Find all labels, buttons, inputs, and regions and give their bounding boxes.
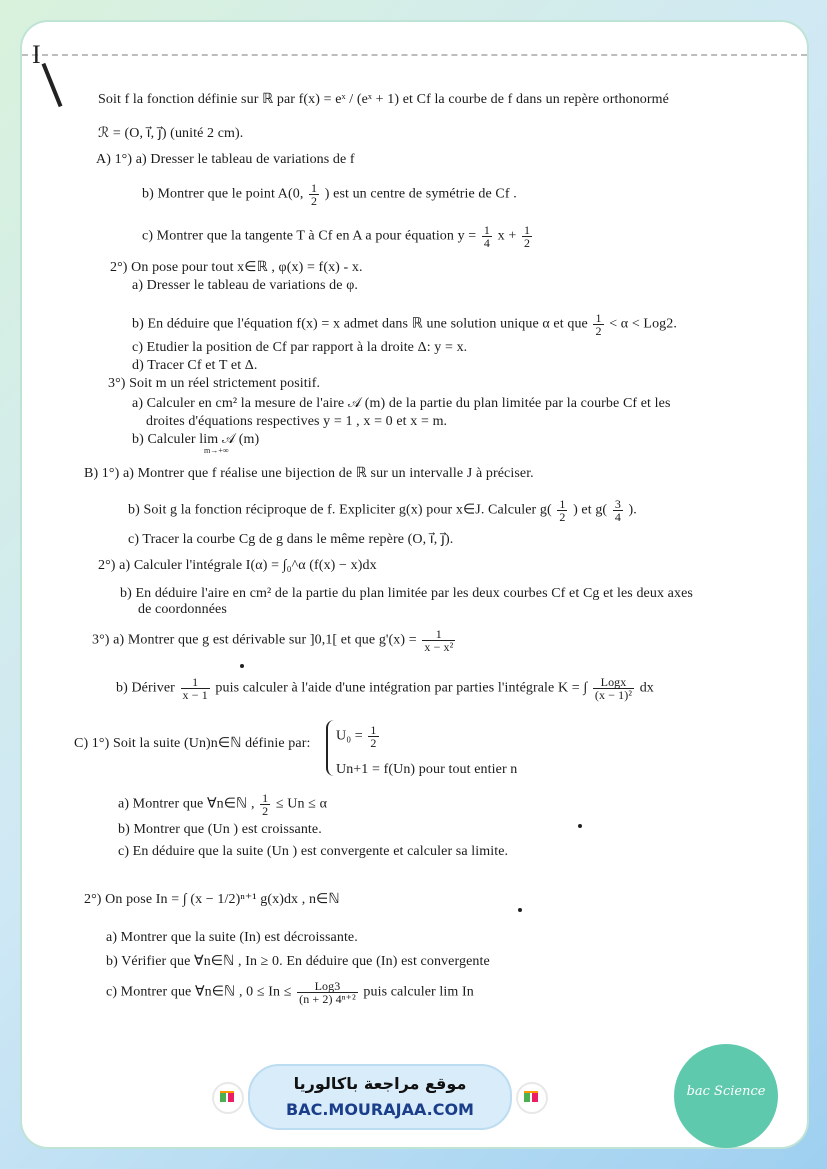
- intro-line-2: ℛ = (O, i⃗, j⃗) (unité 2 cm).: [98, 126, 244, 141]
- fraction-1-x1: $\frac{1}{x - 1}$: [182, 675, 208, 702]
- footer-arabic-title: موقع مراجعة باكالوريا: [293, 1074, 467, 1093]
- c1-line: C) 1°) Soit la suite (Un)n∈ℕ définie par:: [74, 736, 311, 751]
- c1-u0-line: U₀ = $\frac{1}{2}$: [336, 723, 377, 750]
- fraction-1-2: $\frac{1}{2}$: [311, 181, 318, 208]
- a2d-line: d) Tracer Cf et T et Δ.: [132, 358, 258, 373]
- c1b-line: b) Montrer que (Un ) est croissante.: [118, 822, 322, 837]
- fraction-1-2b: $\frac{1}{2}$: [523, 223, 531, 250]
- b1c-line: c) Tracer la courbe Cg de g dans le même repère (O, i⃗, j⃗).: [128, 532, 454, 547]
- a2b-line: b) En déduire que l'équation f(x) = x admet dans ℝ une solution unique α et que $\frac{1}{2}$ < α < Log2.: [132, 311, 677, 338]
- fraction-1-2e: $\frac{1}{2}$: [370, 723, 377, 750]
- a1a-line: A) 1°) a) Dresser le tableau de variations de f: [96, 152, 355, 167]
- fraction-1-4: $\frac{1}{4}$: [483, 223, 491, 250]
- fraction-log3: $\frac{\text{Log3}}{\text{(n + 2) 4ⁿ⁺²}}$: [299, 979, 356, 1006]
- intro-line-1: Soit f la fonction définie sur ℝ par f(x) = eˣ / (eˣ + 1) et Cf la courbe de f dans un repère orthonormé: [98, 92, 669, 107]
- c2c-line: c) Montrer que ∀n∈ℕ , 0 ≤ In ≤ $\frac{\text{Log3}}{\text{(n + 2) 4ⁿ⁺²}}$ puis calculer lim In: [106, 979, 474, 1006]
- c2b-line: b) Vérifier que ∀n∈ℕ , In ≥ 0. En déduire que (In) est convergente: [106, 954, 490, 969]
- a2-line: 2°) On pose pour tout x∈ℝ , φ(x) = f(x) - x.: [110, 260, 363, 275]
- b3a-line: 3°) a) Montrer que g est dérivable sur ]0,1[ et que g'(x) = $\frac{1}{\text{x − x²}}$: [92, 627, 454, 654]
- a2c-line: c) Etudier la position de Cf par rapport à la droite Δ: y = x.: [132, 340, 468, 355]
- badge-text: bac Science: [686, 1084, 766, 1099]
- header-mark: I: [32, 40, 41, 69]
- scan-dot: [578, 824, 582, 828]
- b2b-line-2: de coordonnées: [138, 602, 227, 617]
- fraction-1-2c: $\frac{1}{2}$: [595, 311, 602, 338]
- c2-line: 2°) On pose In = ∫ (x − 1/2)ⁿ⁺¹ g(x)dx , n∈ℕ: [84, 892, 340, 907]
- b2b-line-1: b) En déduire l'aire en cm² de la partie du plan limitée par les deux courbes Cf et Cg et les deux axes: [120, 586, 693, 601]
- a3a-line-2: droites d'équations respectives y = 1 , x = 0 et x = m.: [146, 414, 448, 429]
- footer-site-link[interactable]: BAC.MOURAJAA.COM: [286, 1100, 474, 1119]
- a3b-limit-sub: m→+∞: [204, 446, 229, 455]
- book-logo-icon: [212, 1082, 244, 1114]
- c1c-line: c) En déduire que la suite (Un ) est convergente et calculer sa limite.: [118, 844, 509, 859]
- a3a-line-1: a) Calculer en cm² la mesure de l'aire 𝒜 (m) de la partie du plan limitée par la courbe Cf et les: [132, 396, 671, 411]
- book-logo-icon: [516, 1082, 548, 1114]
- scan-dot: [518, 908, 522, 912]
- fraction-logx: $\frac{\text{Logx}}{\text{(x − 1)²}}$: [594, 675, 633, 702]
- document-sheet: [22, 22, 807, 1147]
- fraction-1-2d: $\frac{1}{2}$: [559, 497, 566, 524]
- scan-edge-top: [22, 40, 807, 56]
- fraction-3-4: $\frac{3}{4}$: [614, 497, 621, 524]
- footer-banner[interactable]: [248, 1064, 512, 1130]
- a1b-line: b) Montrer que le point A(0, $\frac{1}{2}$ ) est un centre de symétrie de Cf .: [142, 181, 517, 208]
- fraction-1-xx2: $\frac{1}{\text{x − x²}}$: [424, 627, 454, 654]
- scan-mark-left: [42, 63, 63, 107]
- c2a-line: a) Montrer que la suite (In) est décroissante.: [106, 930, 358, 945]
- b2a-line: 2°) a) Calculer l'intégrale I(α) = ∫₀^α (f(x) − x)dx: [98, 558, 377, 573]
- b3b-line: b) Dériver $\frac{1}{x - 1}$ puis calculer à l'aide d'une intégration par parties l'intégrale K = ∫ $\frac{\text{Logx}}{\text{(x − 1)²}}$ dx: [116, 675, 654, 702]
- a2a-line: a) Dresser le tableau de variations de φ.: [132, 278, 358, 293]
- a3-line: 3°) Soit m un réel strictement positif.: [108, 376, 321, 391]
- scan-dot: [240, 664, 244, 668]
- bac-science-badge: [674, 1044, 778, 1148]
- a3b-line: b) Calculer lim 𝒜 (m): [132, 432, 260, 447]
- fraction-1-2f: $\frac{1}{2}$: [262, 791, 269, 818]
- c1a-line: a) Montrer que ∀n∈ℕ , $\frac{1}{2}$ ≤ Un ≤ α: [118, 791, 328, 818]
- c1-recurrence-line: Un+1 = f(Un) pour tout entier n: [336, 762, 518, 777]
- a1c-line: c) Montrer que la tangente T à Cf en A a pour équation y = $\frac{1}{4}$ x + $\frac{1}{2}$: [142, 223, 531, 250]
- b1a-line: B) 1°) a) Montrer que f réalise une bijection de ℝ sur un intervalle J à préciser.: [84, 466, 534, 481]
- b1b-line: b) Soit g la fonction réciproque de f. Expliciter g(x) pour x∈J. Calculer g( $\frac{1}{2}$ ) et g( $\frac{3}{4}$ ).: [128, 497, 637, 524]
